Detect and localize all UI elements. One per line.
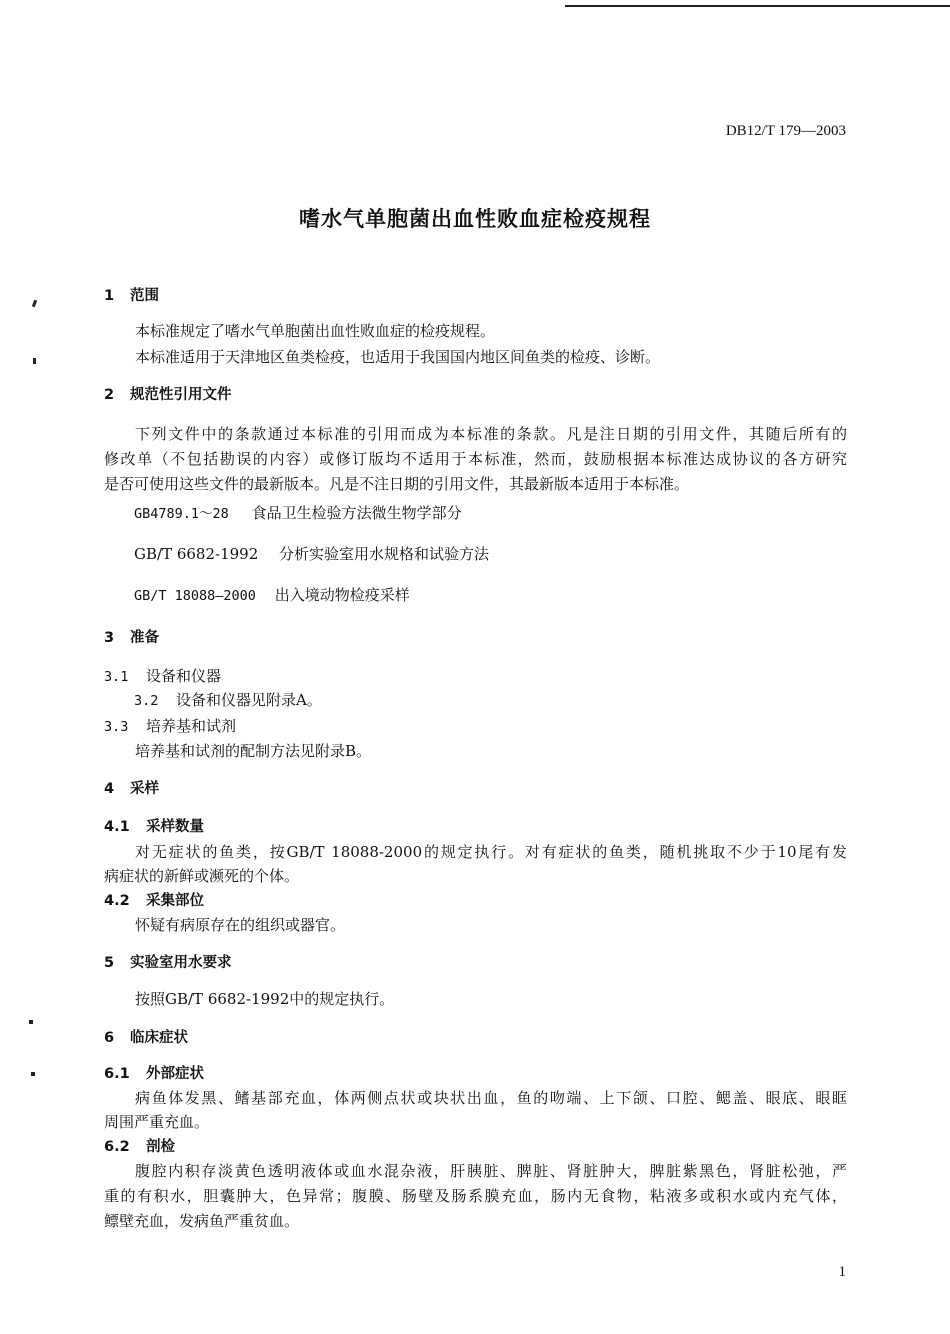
subsection-text: 设备和仪器见附录A。 [176,691,322,709]
subsection-number: 3.1 [104,669,129,685]
scan-speck [29,1020,33,1024]
paragraph-line: 病症状的新鲜或濒死的个体。 [104,867,300,885]
reference-item [134,503,462,524]
paragraph: 按照GB/T 6682-1992中的规定执行。 [135,990,395,1008]
section-number: 3 [104,630,115,646]
section-title: 实验室用水要求 [130,955,232,971]
scan-speck [31,1072,35,1076]
section-number: 6 [104,1030,115,1046]
subsection-4-1-heading [104,817,204,837]
section-1-heading [104,286,159,306]
paragraph-line: 对无症状的鱼类，按GB/T 18088-2000的规定执行。对有症状的鱼类，随机挑取不少于10尾有发 [135,843,847,861]
paragraph: 本标准规定了嗜水气单胞菌出血性败血症的检疫规程。 [135,322,496,340]
paragraph-line: 病鱼体发黑、鳍基部充血，体两侧点状或块状出血，鱼的吻端、上下颌、口腔、鳃盖、眼底、眼眶 [135,1089,847,1107]
subsection-title: 设备和仪器 [146,667,222,685]
reference-name: 分析实验室用水规格和试验方法 [279,545,490,563]
section-title: 范围 [130,288,159,304]
section-3-heading [104,628,159,648]
document-title: 嗜水气单胞菌出血性败血症检疫规程 [299,207,651,231]
paragraph: 本标准适用于天津地区鱼类检疫，也适用于我国国内地区间鱼类的检疫、诊断。 [135,348,661,366]
paragraph-line: 鳔壁充血，发病鱼严重贫血。 [104,1212,300,1230]
reference-code: GB/T 18088—2000 [134,588,256,604]
section-title: 临床症状 [130,1030,188,1046]
reference-name: 食品卫生检验方法微生物学部分 [251,504,462,522]
section-6-heading [104,1028,188,1048]
subsection-number: 4.2 [104,893,130,909]
subsection-title: 采样数量 [146,819,204,835]
reference-code: GB4789.1～28 [134,506,229,522]
page-number: 1 [838,1264,846,1280]
section-2-heading [104,385,232,405]
subsection-title: 采集部位 [146,893,204,909]
paragraph: 培养基和试剂的配制方法见附录B。 [135,742,372,760]
subsection-title: 剖检 [146,1139,175,1155]
paragraph-line: 重的有积水，胆囊肿大，色异常；腹膜、肠壁及肠系膜充血，肠内无食物，粘液多或积水或内充气体， [104,1187,847,1205]
section-title: 采样 [130,781,159,797]
section-number: 2 [104,387,115,403]
section-4-heading [104,779,159,799]
subsection-number: 6.1 [104,1066,130,1082]
paragraph-line: 周围严重充血。 [104,1113,210,1131]
standard-code: DB12/T 179—2003 [725,123,846,139]
subsection-3-3-heading [104,716,236,737]
subsection-6-1-heading [104,1064,204,1084]
section-number: 5 [104,955,115,971]
reference-code: GB/T 6682-1992 [134,545,259,563]
subsection-number: 3.2 [134,693,159,709]
section-number: 4 [104,781,115,797]
reference-item [134,544,489,564]
reference-item [134,585,410,606]
paragraph-line: 是否可使用这些文件的最新版本。凡是不注日期的引用文件，其最新版本适用于本标准。 [104,475,690,493]
subsection-title: 培养基和试剂 [146,717,237,735]
subsection-6-2-heading [104,1137,175,1157]
subsection-4-2-heading [104,891,204,911]
paragraph: 怀疑有病原存在的组织或器官。 [135,916,346,934]
section-number: 1 [104,288,115,304]
reference-name: 出入境动物检疫采样 [274,586,410,604]
subsection-title: 外部症状 [146,1066,204,1082]
section-title: 规范性引用文件 [130,387,232,403]
paragraph-line: 下列文件中的条款通过本标准的引用而成为本标准的条款。凡是注日期的引用文件，其随后所有的 [135,425,847,443]
subsection-3-1-heading [104,666,221,687]
subsection-number: 4.1 [104,819,130,835]
section-5-heading [104,953,232,973]
subsection-3-2 [134,690,322,711]
scan-speck [33,358,36,364]
subsection-number: 3.3 [104,719,129,735]
paragraph-line: 腹腔内积存淡黄色透明液体或血水混杂液，肝胰脏、脾脏、肾脏肿大，脾脏紫黑色，肾脏松弛，严 [135,1162,847,1180]
scan-speck [32,300,37,308]
subsection-number: 6.2 [104,1139,130,1155]
paragraph-line: 修改单（不包括勘误的内容）或修订版均不适用于本标准，然而，鼓励根据本标准达成协议的各方研究 [104,450,847,468]
section-title: 准备 [130,630,159,646]
top-border-rule [565,5,950,7]
